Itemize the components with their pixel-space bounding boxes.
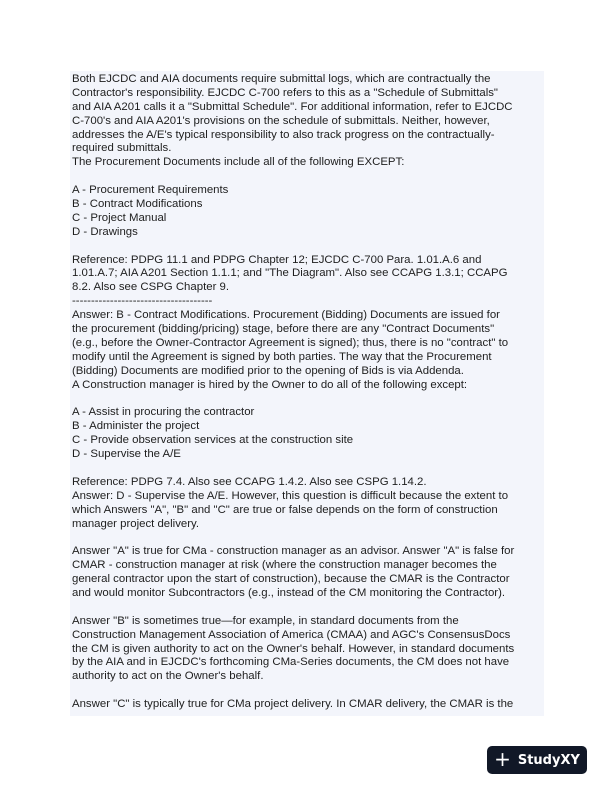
text-line: authority to act on the Owner's behalf.: [72, 670, 264, 683]
text-line: and would monitor Subcontractors (e.g., instead of the CM monitoring the Contractor).: [72, 586, 506, 599]
text-line: C - Provide observation services at the construction site: [72, 434, 354, 447]
text-line: modify until the Agreement is signed by both parties. The way that the Procurement: [72, 350, 492, 363]
text-line: Contractor's responsibility. EJCDC C-700 refers to this as a "Schedule of Submittals": [72, 86, 498, 99]
blank-line: [72, 462, 544, 476]
text-line: B - Contract Modifications: [72, 198, 203, 211]
text-line: D - Drawings: [72, 225, 138, 238]
text-line: Answer: B - Contract Modifications. Procurement (Bidding) Documents are issued for: [72, 309, 500, 322]
text-line: Construction Management Association of America (CMAA) and AGC's ConsensusDocs: [72, 628, 511, 641]
text-line: Answer "C" is typically true for CMa project delivery. In CMAR delivery, the CMAR is the: [72, 698, 514, 711]
text-line: -------------------------------------: [72, 295, 213, 308]
text-line: required submittals.: [72, 142, 172, 155]
text-line: The Procurement Documents include all of the following EXCEPT:: [72, 156, 405, 169]
text-line: general contractor upon the start of construction), because the CMAR is the Contractor: [72, 573, 510, 586]
text-line: which Answers "A", "B" and "C" are true or false depends on the form of construction: [72, 503, 498, 516]
text-line: B - Administer the project: [72, 420, 200, 433]
blank-line: [72, 170, 544, 184]
blank-line: [72, 684, 544, 698]
text-line: the CM is given authority to act on the Owner's behalf. However, in standard documents: [72, 642, 515, 655]
brand-name: StudyXY: [517, 752, 580, 768]
document-body: [70, 71, 544, 716]
text-line: addresses the A/E's typical responsibility to also track progress on the contractually-: [72, 128, 495, 141]
text-line: C-700's and AIA A201's provisions on the schedule of submittals. Neither, however,: [72, 114, 490, 127]
text-line: and AIA A201 calls it a "Submittal Schedule". For additional information, refer to EJCDC: [72, 100, 513, 113]
text-line: A - Assist in procuring the contractor: [72, 406, 255, 419]
plus-icon: +: [494, 747, 511, 771]
text-line: (Bidding) Documents are modified prior to the opening of Bids is via Addenda.: [72, 364, 464, 377]
text-line: manager project delivery.: [72, 517, 200, 530]
blank-line: [72, 240, 544, 254]
text-line: Reference: PDPG 7.4. Also see CCAPG 1.4.2. Also see CSPG 1.14.2.: [72, 475, 427, 488]
text-line: Answer: D - Supervise the A/E. However, this question is difficult because the extent to: [72, 489, 509, 502]
text-line: Answer "B" is sometimes true—for example, in standard documents from the: [72, 614, 459, 627]
text-line: the procurement (bidding/pricing) stage, before there are any "Contract Documents": [72, 323, 495, 336]
text-line: Answer "A" is true for CMa - construction manager as an advisor. Answer "A" is false for: [72, 545, 515, 558]
text-line: 1.01.A.7; AIA A201 Section 1.1.1; and "The Diagram". Also see CCAPG 1.3.1; CCAPG: [72, 267, 508, 280]
text-line: D - Supervise the A/E: [72, 448, 181, 461]
blank-line: [72, 531, 544, 545]
text-line: (e.g., before the Owner-Contractor Agreement is signed); thus, there is no "contract" to: [72, 336, 509, 349]
text-line: 8.2. Also see CSPG Chapter 9.: [72, 281, 230, 294]
text-line: A - Procurement Requirements: [72, 184, 229, 197]
text-line: A Construction manager is hired by the Owner to do all of the following except:: [72, 378, 468, 391]
blank-line: [72, 392, 544, 406]
text-line: C - Project Manual: [72, 211, 167, 224]
text-line: CMAR - construction manager at risk (where the construction manager becomes the: [72, 559, 497, 572]
text-line: Both EJCDC and AIA documents require submittal logs, which are contractually the: [72, 73, 491, 85]
studyxy-badge[interactable]: [487, 746, 587, 774]
blank-line: [72, 601, 544, 615]
text-line: by the AIA and in EJCDC's forthcoming CMa-Series documents, the CM does not have: [72, 656, 510, 669]
text-line: Reference: PDPG 11.1 and PDPG Chapter 12; EJCDC C-700 Para. 1.01.A.6 and: [72, 253, 482, 266]
